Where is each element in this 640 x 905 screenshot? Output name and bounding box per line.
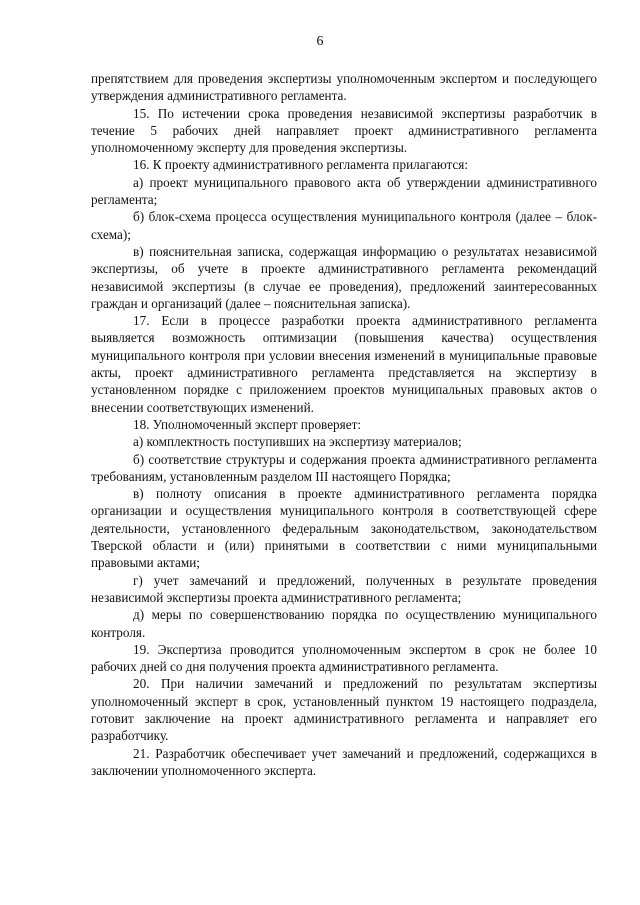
paragraph-18-v: в) полноту описания в проекте административного регламента порядка организации и осуществления муниципального контроля в соответствующей сфере деятельности, установленного федеральным законодательством, законодательством Тверской области и (или) принятыми в соответствии с ними муниципальными правовыми актами; xyxy=(91,486,597,571)
paragraph-20: 20. При наличии замечаний и предложений по результатам экспертизы уполномоченный эксперт в срок, установленный пунктом 19 настоящего подраздела, готовит заключение на проект административного регламента и направляет его разработчику. xyxy=(91,676,597,744)
page-number: 6 xyxy=(316,34,324,49)
paragraph-15: 15. По истечении срока проведения независимой экспертизы разработчик в течение 5 рабочих дней направляет проект административного регламента уполномоченному эксперту для проведения экспертизы. xyxy=(91,105,597,156)
paragraph-16-a: а) проект муниципального правового акта об утверждении административного регламента; xyxy=(91,174,597,208)
paragraph-19: 19. Экспертиза проводится уполномоченным экспертом в срок не более 10 рабочих дней со дня получения проекта административного регламента. xyxy=(91,641,597,675)
paragraph-16-v: в) пояснительная записка, содержащая информацию о результатах независимой экспертизы, об учете в проекте административного регламента рекомендаций независимой экспертизы (в случае ее проведения), предложений заинтересованных граждан и организаций (далее – пояснительная записка). xyxy=(91,243,597,311)
paragraph-continuation: препятствием для проведения экспертизы уполномоченным экспертом и последующего утверждения административного регламента. xyxy=(91,71,597,104)
document-body xyxy=(91,70,597,779)
paragraph-18-g: г) учет замечаний и предложений, полученных в результате проведения независимой экспертизы проекта административного регламента; xyxy=(91,572,597,605)
paragraph-18-d: д) меры по совершенствованию порядка по осуществлению муниципального контроля. xyxy=(91,607,597,640)
paragraph-17: 17. Если в процессе разработки проекта административного регламента выявляется возможность оптимизации (повышения качества) осуществления муниципального контроля при условии внесения изменений в муниципальные правовые акты, проект административного регламента представляется на экспертизу в установленном порядке с приложением проектов муниципальных правовых актов о внесении соответствующих изменений. xyxy=(91,313,597,415)
paragraph-18: 18. Уполномоченный эксперт проверяет: xyxy=(133,416,361,432)
paragraph-21: 21. Разработчик обеспечивает учет замечаний и предложений, содержащихся в заключении уполномоченного эксперта. xyxy=(91,745,597,778)
paragraph-18-a: а) комплектность поступивших на экспертизу материалов; xyxy=(133,434,462,450)
paragraph-16: 16. К проекту административного регламента прилагаются: xyxy=(133,157,469,173)
paragraph-16-b: б) блок-схема процесса осуществления муниципального контроля (далее – блок-схема); xyxy=(91,209,597,242)
paragraph-18-b: б) соответствие структуры и содержания проекта административного регламента требованиям, установленным разделом III настоящего Порядка; xyxy=(91,451,597,484)
